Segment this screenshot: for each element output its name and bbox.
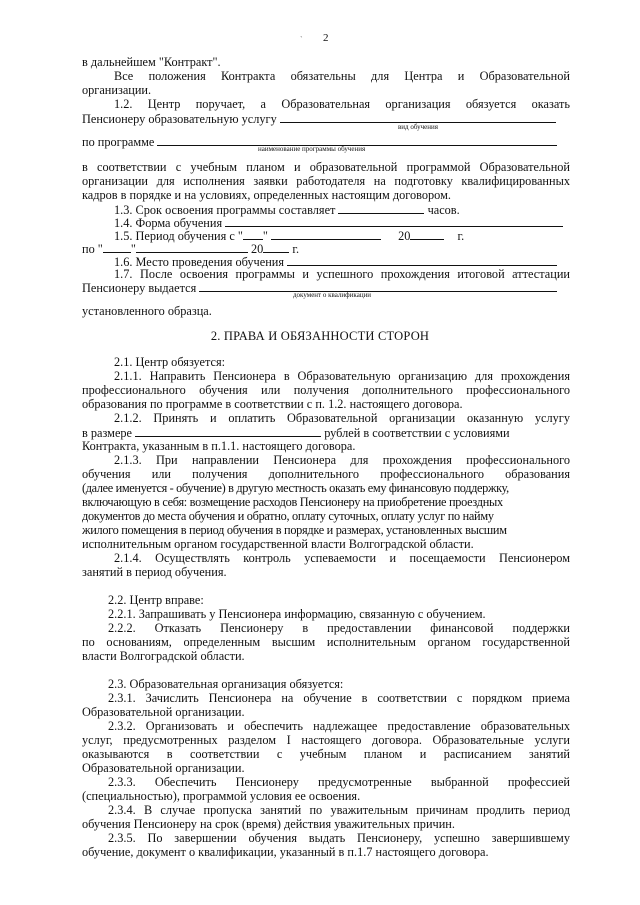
end-year-field[interactable]: [263, 241, 289, 253]
text-line: профессионального обучения или получения дополнительного профессионального: [82, 383, 570, 397]
end-day-field[interactable]: [103, 241, 131, 253]
text-line: по основаниям, определенным высшим исполнительным органом государственной: [82, 635, 570, 649]
text-line: 1.6. Место проведения обучения: [114, 254, 570, 269]
start-year-field[interactable]: [410, 228, 444, 240]
text-line: Образовательной организации.: [82, 761, 245, 775]
text-line: 1.7. После освоения программы и успешного прохождения итоговой аттестации: [114, 267, 570, 281]
start-day-field[interactable]: [243, 228, 263, 240]
text-line: 2.2.1. Запрашивать у Пенсионера информацию, связанную с обучением.: [108, 607, 486, 621]
text-line: услуг, предусмотренных разделом I настоящего договора. Образовательные услуги: [82, 733, 570, 747]
text-line: 2.3. Образовательная организация обязуется:: [108, 677, 344, 691]
text-line: 2.3.2. Организовать и обеспечить надлежащее предоставление образовательных: [108, 719, 570, 733]
form-field[interactable]: [225, 215, 563, 227]
text-line: включающую в себя: возмещение расходов Пенсионеру на приобретение проездных: [82, 495, 503, 509]
document-field[interactable]: [199, 280, 557, 292]
text-line: 2.3.4. В случае пропуска занятий по уважительным причинам продлить период: [108, 803, 570, 817]
text-line: 2.3.5. По завершении обучения выдать Пенсионеру, успешно завершившему: [108, 831, 570, 845]
text-line: 1.5. Период обучения с " " 20 г.: [114, 229, 465, 243]
text-line: 2.1.4. Осуществлять контроль успеваемости и посещаемости Пенсионером: [114, 551, 570, 565]
text-line: образования по программе в соответствии с п. 1.2. настоящего договора.: [82, 397, 463, 411]
text-line: 2.1.3. При направлении Пенсионера для прохождения профессионального: [114, 453, 570, 467]
text-line: Контракта, указанным в п.1.1. настоящего договора.: [82, 439, 356, 453]
text-line: 2.1.2. Принять и оплатить Образовательной организации оказанную услугу: [114, 411, 570, 425]
text-line: исполнительным органом государственной власти Волгоградской области.: [82, 537, 474, 551]
text-line: власти Волгоградской области.: [82, 649, 245, 663]
caption-doc: документ о квалификации: [293, 291, 372, 299]
service-type-field[interactable]: [280, 111, 556, 123]
text-line: 2.3.3. Обеспечить Пенсионеру предусмотренные выбранной профессией: [108, 775, 570, 789]
text-line: Пенсионеру выдается: [82, 280, 570, 295]
service-label: Пенсионеру образовательную услугу: [82, 112, 277, 126]
end-month-field[interactable]: [136, 241, 248, 253]
caption-vid: вид обучения: [398, 123, 438, 131]
text-line: жилого помещения в период обучения в порядке и размерах, установленных высшим: [82, 523, 507, 537]
text-line: занятий в период обучения.: [82, 565, 227, 579]
page-number: 2: [323, 32, 329, 44]
text-line: кадров в порядке и на условиях, определенных настоящим договором.: [82, 188, 451, 202]
section-heading: 2. ПРАВА И ОБЯЗАННОСТИ СТОРОН: [210, 329, 430, 343]
text-line: по " " 20 г.: [82, 242, 300, 256]
text-line: 1.2. Центр поручает, а Образовательная организация обязуется оказать: [114, 97, 570, 111]
text-line: документов до места обучения и обратно, оплату суточных, оплату услуг по найму: [82, 509, 494, 523]
text-line: обучения Пенсионеру на срок (время) действия уважительных причин.: [82, 817, 455, 831]
program-label: по программе: [82, 135, 155, 149]
start-month-field[interactable]: [271, 228, 381, 240]
text-line: 2.2.2. Отказать Пенсионеру в предоставлении финансовой поддержки: [108, 621, 570, 635]
text-line: 2.1. Центр обязуется:: [114, 355, 226, 369]
text-line: в соответствии с учебным планом и образовательной программой Образовательной: [82, 160, 570, 174]
text-line: установленного образца.: [82, 304, 212, 318]
text-line: организации.: [82, 83, 152, 97]
location-field[interactable]: [287, 254, 557, 266]
text-line: 1.3. Срок освоения программы составляет часов.: [114, 203, 460, 217]
text-line: (специальностью), программой условия ее освоения.: [82, 789, 361, 803]
scan-mark: `: [300, 35, 303, 44]
text-line: в дальнейшем "Контракт".: [82, 55, 221, 69]
text-line: (далее именуется - обучение) в другую местность оказать ему финансовую поддержку,: [82, 481, 509, 495]
text-line: 2.1.1. Направить Пенсионера в Образовательную организацию для прохождения: [114, 369, 570, 383]
hours-field[interactable]: [338, 202, 424, 214]
caption-program: наименование программы обучения: [258, 145, 366, 153]
text-line: [82, 111, 570, 126]
text-line: 2.2. Центр вправе:: [108, 593, 204, 607]
text-line: Образовательной организации.: [82, 705, 245, 719]
text-line: Все положения Контракта обязательны для Центра и Образовательной: [114, 69, 570, 83]
text-line: организации для исполнения заявки работодателя на подготовку квалифицированных: [82, 174, 570, 188]
text-line: 2.3.1. Зачислить Пенсионера на обучение в соответствии с порядком приема: [108, 691, 570, 705]
text-line: в размере рублей в соответствии с условиями: [82, 426, 510, 440]
text-line: 1.4. Форма обучения: [114, 215, 570, 230]
amount-field[interactable]: [135, 425, 321, 437]
text-line: обучение, документ о квалификации, указанный в п.1.7 настоящего договора.: [82, 845, 489, 859]
text-line: оказываются в соответствии с учебным планом и расписанием занятий: [82, 747, 570, 761]
text-line: обучения или получения дополнительного профессионального образования: [82, 467, 570, 481]
